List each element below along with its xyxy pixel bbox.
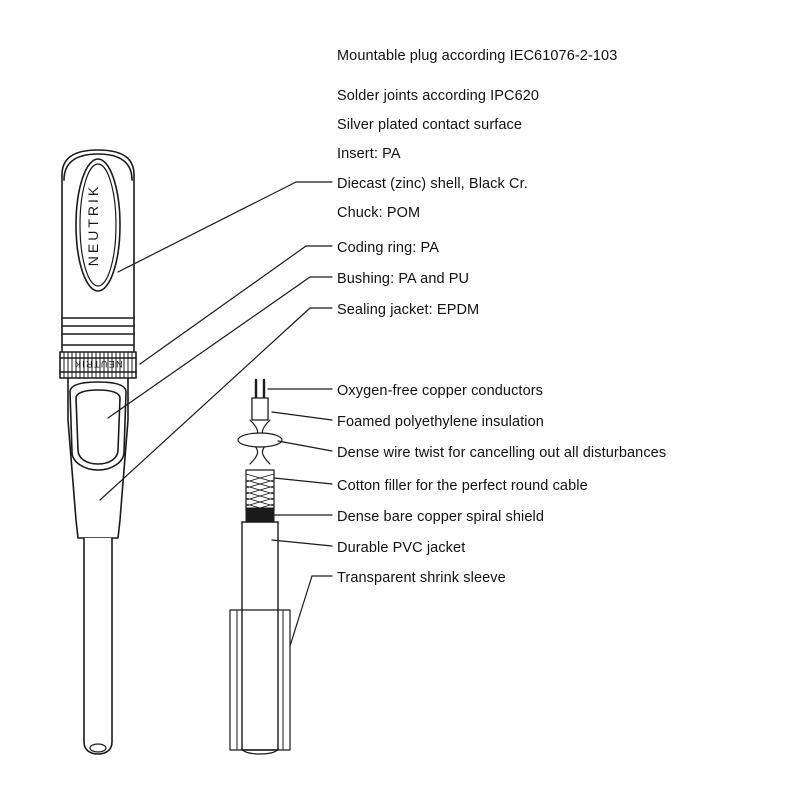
leader-dense-wire-twist [278,441,332,451]
callout-solder-joints: Solder joints according IPC620 [337,88,540,104]
leader-coding-ring-b [140,246,306,364]
cable-cross-section-drawing [230,380,290,754]
callout-coding-ring: Coding ring: PA [337,240,439,256]
callout-cotton-filler: Cotton filler for the perfect round cable [337,478,588,494]
brand-text-ring: NEUTRIK [73,359,123,369]
leader-pvc-jacket [272,540,332,546]
callout-mountable-plug: Mountable plug according IEC61076-2-103 [337,48,618,64]
brand-text-barrel: NEUTRIK [85,183,101,267]
callout-foamed-polyethylene: Foamed polyethylene insulation [337,414,544,430]
callout-chuck: Chuck: POM [337,205,421,221]
callout-oxygen-free-copper: Oxygen-free copper conductors [337,383,544,399]
callout-diecast-shell: Diecast (zinc) shell, Black Cr. [337,176,528,192]
callout-insert: Insert: PA [337,146,401,162]
callout-pvc-jacket: Durable PVC jacket [337,540,466,556]
leader-shrink-sleeve-b [290,576,312,646]
callout-copper-spiral-shield: Dense bare copper spiral shield [337,509,545,525]
callout-dense-wire-twist: Dense wire twist for cancelling out all disturbances [337,445,667,461]
leader-foamed-polyethylene [272,412,332,420]
leader-cotton-filler [274,478,332,484]
callout-shrink-sleeve: Transparent shrink sleeve [337,570,506,586]
callout-bushing: Bushing: PA and PU [337,271,470,287]
leader-diecast-shell-b [118,182,296,272]
callout-silver-plated: Silver plated contact surface [337,117,523,133]
leader-bushing-b [108,277,310,418]
callout-sealing-jacket: Sealing jacket: EPDM [337,302,480,318]
